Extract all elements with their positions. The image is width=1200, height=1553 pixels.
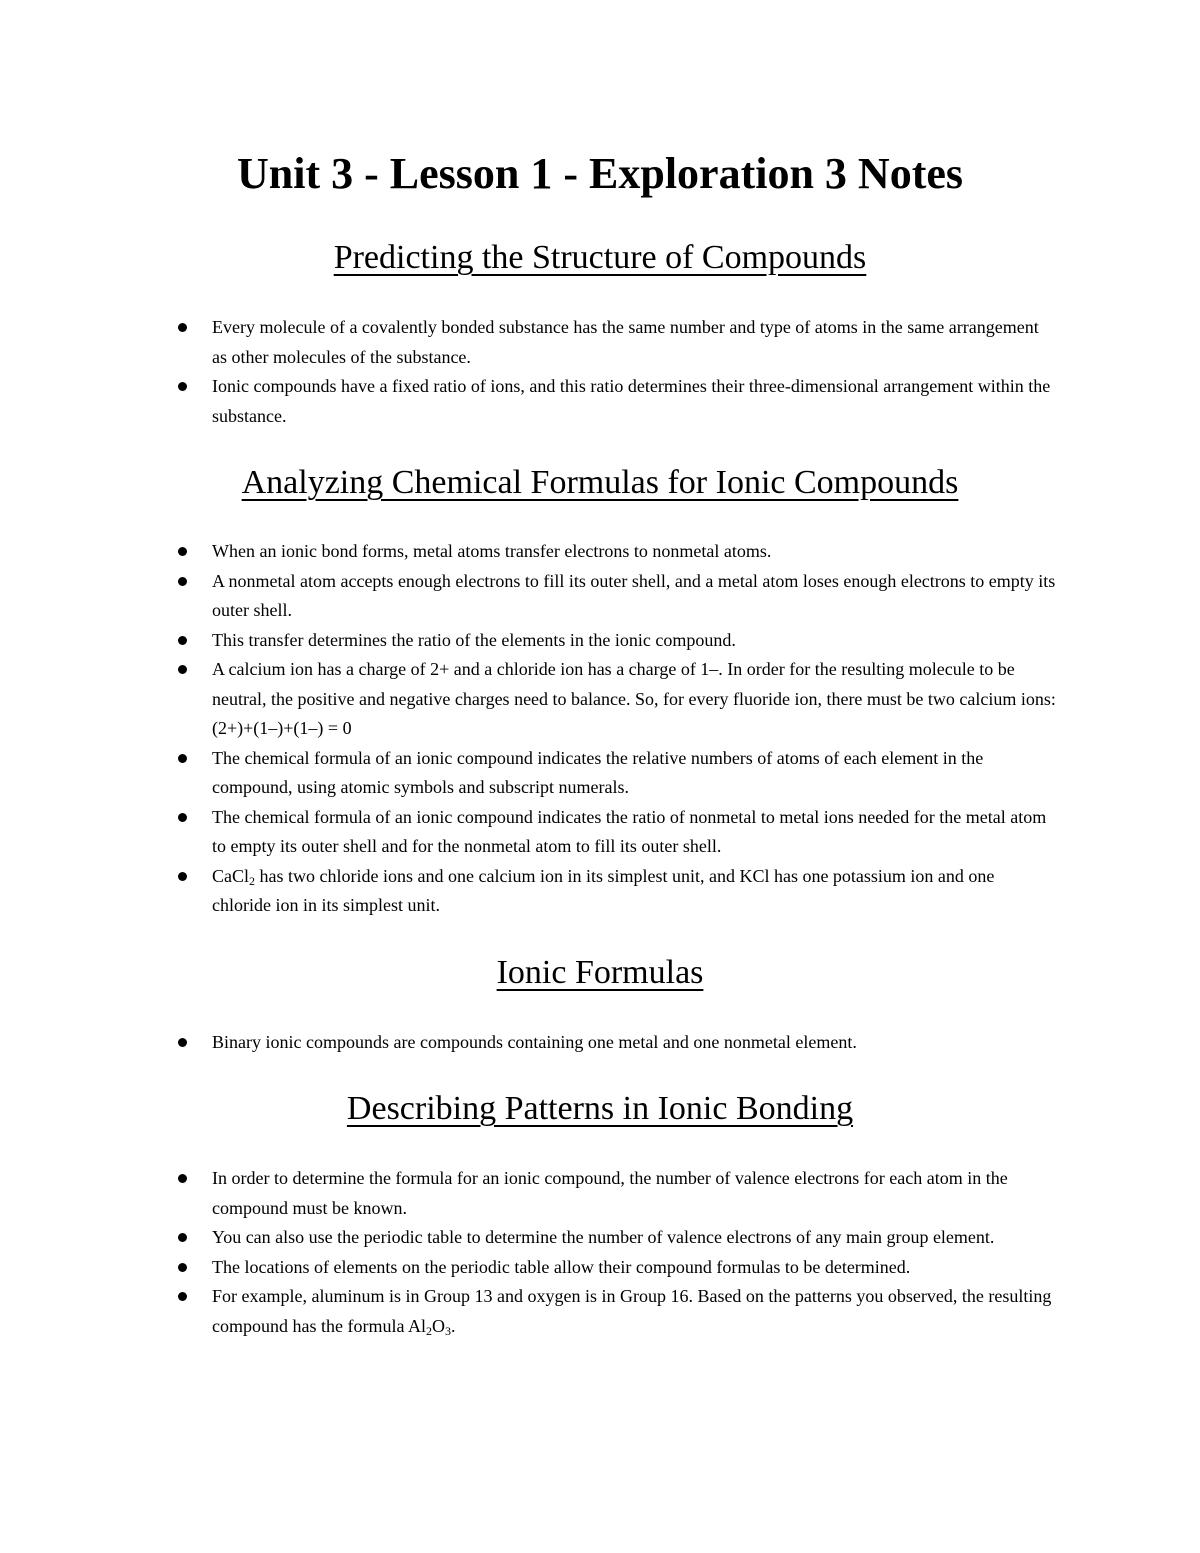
- section-heading-predicting-structure: Predicting the Structure of Compounds: [333, 239, 867, 276]
- list-item: [212, 655, 1057, 744]
- list-item: [212, 1253, 1057, 1283]
- bullet-dot-icon: [178, 1038, 187, 1047]
- list-item-text: Binary ionic compounds are compounds containing one metal and one nonmetal element.: [212, 1032, 857, 1052]
- bullet-dot-icon: [178, 636, 187, 645]
- list-item-text: This transfer determines the ratio of the elements in the ionic compound.: [212, 629, 736, 650]
- bullet-list-ionic-formulas: [212, 1028, 1057, 1058]
- list-item-text: You can also use the periodic table to determine the number of valence electrons of any main group element.: [212, 1227, 995, 1247]
- bullet-list-describing-patterns: [212, 1164, 1057, 1341]
- bullet-list-predicting-structure: [212, 313, 1057, 431]
- list-item-text: Every molecule of a covalently bonded substance has the same number and type of atoms in the same arrangement as other molecules of the substance.: [212, 317, 1039, 367]
- bullet-dot-icon: [178, 1292, 187, 1301]
- list-item: [212, 862, 1057, 921]
- list-item: [212, 372, 1057, 431]
- bullet-dot-icon: [178, 1233, 187, 1242]
- formula-al2o3: $Al_2O_3$: [407, 1315, 451, 1338]
- list-item-text: The chemical formula of an ionic compound indicates the relative numbers of atoms of each element in the compound, using atomic symbols and subscript numerals.: [212, 747, 984, 797]
- section-heading-ionic-formulas: Ionic Formulas: [496, 954, 704, 991]
- list-item-text: A calcium ion has a charge of 2+ and a chloride ion has a charge of 1–. In order for the resulting molecule to be neutral, the positive and negative charges need to balance. So, for every fluoride ion, there must be two calcium ions: (2+)+(1–)+(1–) = 0: [212, 659, 1056, 738]
- list-item: [212, 803, 1057, 862]
- list-item: [212, 626, 1057, 656]
- formula-cacl2: CaCl$_2$: [212, 865, 256, 888]
- bullet-dot-icon: [178, 1174, 187, 1183]
- list-item: [212, 744, 1057, 803]
- bullet-dot-icon: [178, 754, 187, 763]
- bullet-list-analyzing-formulas: [212, 537, 1057, 921]
- section-heading-describing-patterns: Describing Patterns in Ionic Bonding: [346, 1090, 854, 1127]
- list-item: [212, 537, 1057, 567]
- list-item-text: Ionic compounds have a fixed ratio of ions, and this ratio determines their three-dimensional arrangement within the substance.: [212, 376, 1051, 426]
- list-item: [212, 1223, 1057, 1253]
- list-item-text: A nonmetal atom accepts enough electrons to fill its outer shell, and a metal atom loses enough electrons to empty its outer shell.: [212, 570, 1056, 620]
- bullet-dot-icon: [178, 872, 187, 881]
- list-item: [212, 1282, 1057, 1341]
- bullet-dot-icon: [178, 665, 187, 674]
- list-item: [212, 1028, 1057, 1058]
- bullet-dot-icon: [178, 1263, 187, 1272]
- list-item-text: CaCl$_2$ has two chloride ions and one calcium ion in its simplest unit, and KCl has one potassium ion and one chloride ion in its simplest unit.: [212, 865, 995, 915]
- list-item-text: In order to determine the formula for an ionic compound, the number of valence electrons for each atom in the compound must be known.: [212, 1168, 1008, 1218]
- list-item: [212, 1164, 1057, 1223]
- list-item: [212, 567, 1057, 626]
- list-item-text: The locations of elements on the periodic table allow their compound formulas to be determined.: [212, 1256, 911, 1277]
- bullet-dot-icon: [178, 577, 187, 586]
- list-item-text: For example, aluminum is in Group 13 and oxygen is in Group 16. Based on the patterns you observed, the resulting compound has the formula $Al_2O_3$.: [212, 1286, 1052, 1338]
- bullet-dot-icon: [178, 813, 187, 822]
- bullet-dot-icon: [178, 382, 187, 391]
- list-item-text: When an ionic bond forms, metal atoms transfer electrons to nonmetal atoms.: [212, 541, 772, 561]
- bullet-dot-icon: [178, 547, 187, 556]
- bullet-dot-icon: [178, 323, 187, 332]
- section-heading-analyzing-formulas: Analyzing Chemical Formulas for Ionic Compounds: [241, 464, 959, 501]
- list-item-text: The chemical formula of an ionic compound indicates the ratio of nonmetal to metal ions needed for the metal atom to empty its outer shell and for the nonmetal atom to fill its outer shell.: [212, 806, 1047, 856]
- list-item: [212, 313, 1057, 372]
- page-title: Unit 3 - Lesson 1 - Exploration 3 Notes: [236, 149, 964, 198]
